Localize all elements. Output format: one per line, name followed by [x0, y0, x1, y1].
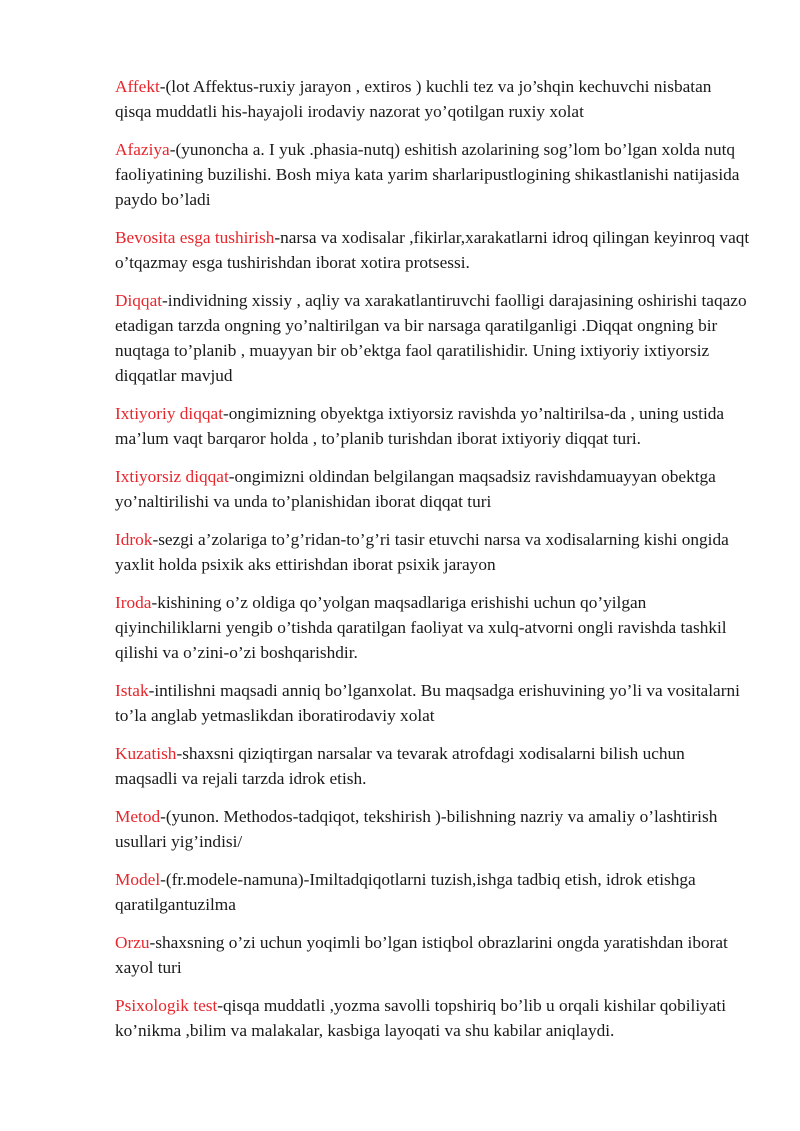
glossary-entry-orzu: [115, 930, 750, 980]
definition: -shaxsning o’zi uchun yoqimli bo’lgan istiqbol obrazlarini ongda yaratishdan iborat xayol turi: [115, 933, 728, 977]
definition: -(yunon. Methodos-tadqiqot, tekshirish )-bilishning nazriy va amaliy o’lashtirish usullari yig’indisi/: [115, 807, 718, 851]
glossary-entry-model: [115, 867, 750, 917]
term: Istak: [115, 681, 149, 700]
definition: -ongimizning obyektga ixtiyorsiz ravishda yo’naltirilsa-da , uning ustida ma’lum vaqt barqaror holda , to’planib turishdan iborat ixtiyoriy diqqat turi.: [115, 404, 725, 448]
term: Diqqat: [115, 291, 163, 310]
definition: -intilishni maqsadi anniq bo’lganxolat. Bu maqsadga erishuvining yo’li va vositalarni to’la anglab yetmaslikdan iboratirodaviy xolat: [115, 681, 740, 725]
term: Orzu: [115, 933, 150, 952]
glossary-entry-afaziya: [115, 137, 750, 212]
definition: -(lot Affektus-ruxiy jarayon , extiros ) kuchli tez va jo’shqin kechuvchi nisbatan qisqa muddatli his-hayajoli irodaviy nazorat yo’qotilgan ruxiy xolat: [115, 77, 712, 121]
definition: -narsa va xodisalar ,fikirlar,xarakatlarni idroq qilingan keyinroq vaqt o’tqazmay esga tushirishdan iborat xotira protsessi.: [115, 228, 750, 272]
glossary-entry-ixtiyorsiz-diqqat: [115, 464, 750, 514]
definition: -qisqa muddatli ,yozma savolli topshiriq bo’lib u orqali kishilar qobiliyati ko’nikma ,bilim va malakalar, kasbiga layoqati va shu kabilar aniqlaydi.: [115, 996, 727, 1040]
glossary-entry-ixtiyoriy-diqqat: [115, 401, 750, 451]
glossary-entry-diqqat: [115, 288, 750, 388]
definition: -individning xissiy , aqliy va xarakatlantiruvchi faolligi darajasining oshirishi taqazo etadigan tarzda ongning yo’naltirilgan va bir narsaga qaratilganligi .Diqqat ongning bir nuqtaga to’planib , muayyan bir ob’ektga faol qaratilishidir. Uning ixtiyoriy ixtiyorsiz diqqatlar mavjud: [115, 291, 747, 385]
term: Bevosita esga tushirish: [115, 228, 275, 247]
definition: -shaxsni qiziqtirgan narsalar va tevarak atrofdagi xodisalarni bilish uchun maqsadli va rejali tarzda idrok etish.: [115, 744, 685, 788]
term: Affekt: [115, 77, 160, 96]
glossary-entry-bevosita-esga-tushirish: [115, 225, 750, 275]
term: Kuzatish: [115, 744, 177, 763]
term: Metod: [115, 807, 161, 826]
glossary-entry-iroda: [115, 590, 750, 665]
definition: -(fr.modele-namuna)-Imiltadqiqotlarni tuzish,ishga tadbiq etish, idrok etishga qaratilgantuzilma: [115, 870, 696, 914]
definition: -sezgi a’zolariga to’g’ridan-to’g’ri tasir etuvchi narsa va xodisalarning kishi ongida yaxlit holda psixik aks ettirishdan iborat psixik jarayon: [115, 530, 729, 574]
term: Psixologik test: [115, 996, 218, 1015]
definition: -kishining o’z oldiga qo’yolgan maqsadlariga erishishi uchun qo’yilgan qiyinchiliklarni yengib o’tishda qaratilgan faoliyat va xulq-atvorni ongli ravishda tashkil qilishi va o’zini-o’zi boshqarishdir.: [115, 593, 727, 662]
definition: -(yunoncha a. I yuk .phasia-nutq) eshitish azolarining sog’lom bo’lgan xolda nutq faoliyatining buzilishi. Bosh miya kata yarim sharlaripustlogining shikastlanishi natijasida paydo bo’ladi: [115, 140, 740, 209]
definition: -ongimizni oldindan belgilangan maqsadsiz ravishdamuayyan obektga yo’naltirilishi va unda to’planishidan iborat diqqat turi: [115, 467, 716, 511]
glossary-entry-metod: [115, 804, 750, 854]
term: Ixtiyoriy diqqat: [115, 404, 223, 423]
term: Model: [115, 870, 161, 889]
term: Iroda: [115, 593, 152, 612]
term: Idrok: [115, 530, 153, 549]
glossary-entry-idrok: [115, 527, 750, 577]
glossary-entry-kuzatish: [115, 741, 750, 791]
glossary-entry-istak: [115, 678, 750, 728]
glossary-entry-psixologik-test: [115, 993, 750, 1043]
term: Afaziya: [115, 140, 170, 159]
glossary-entry-affekt: [115, 74, 750, 124]
term: Ixtiyorsiz diqqat: [115, 467, 229, 486]
